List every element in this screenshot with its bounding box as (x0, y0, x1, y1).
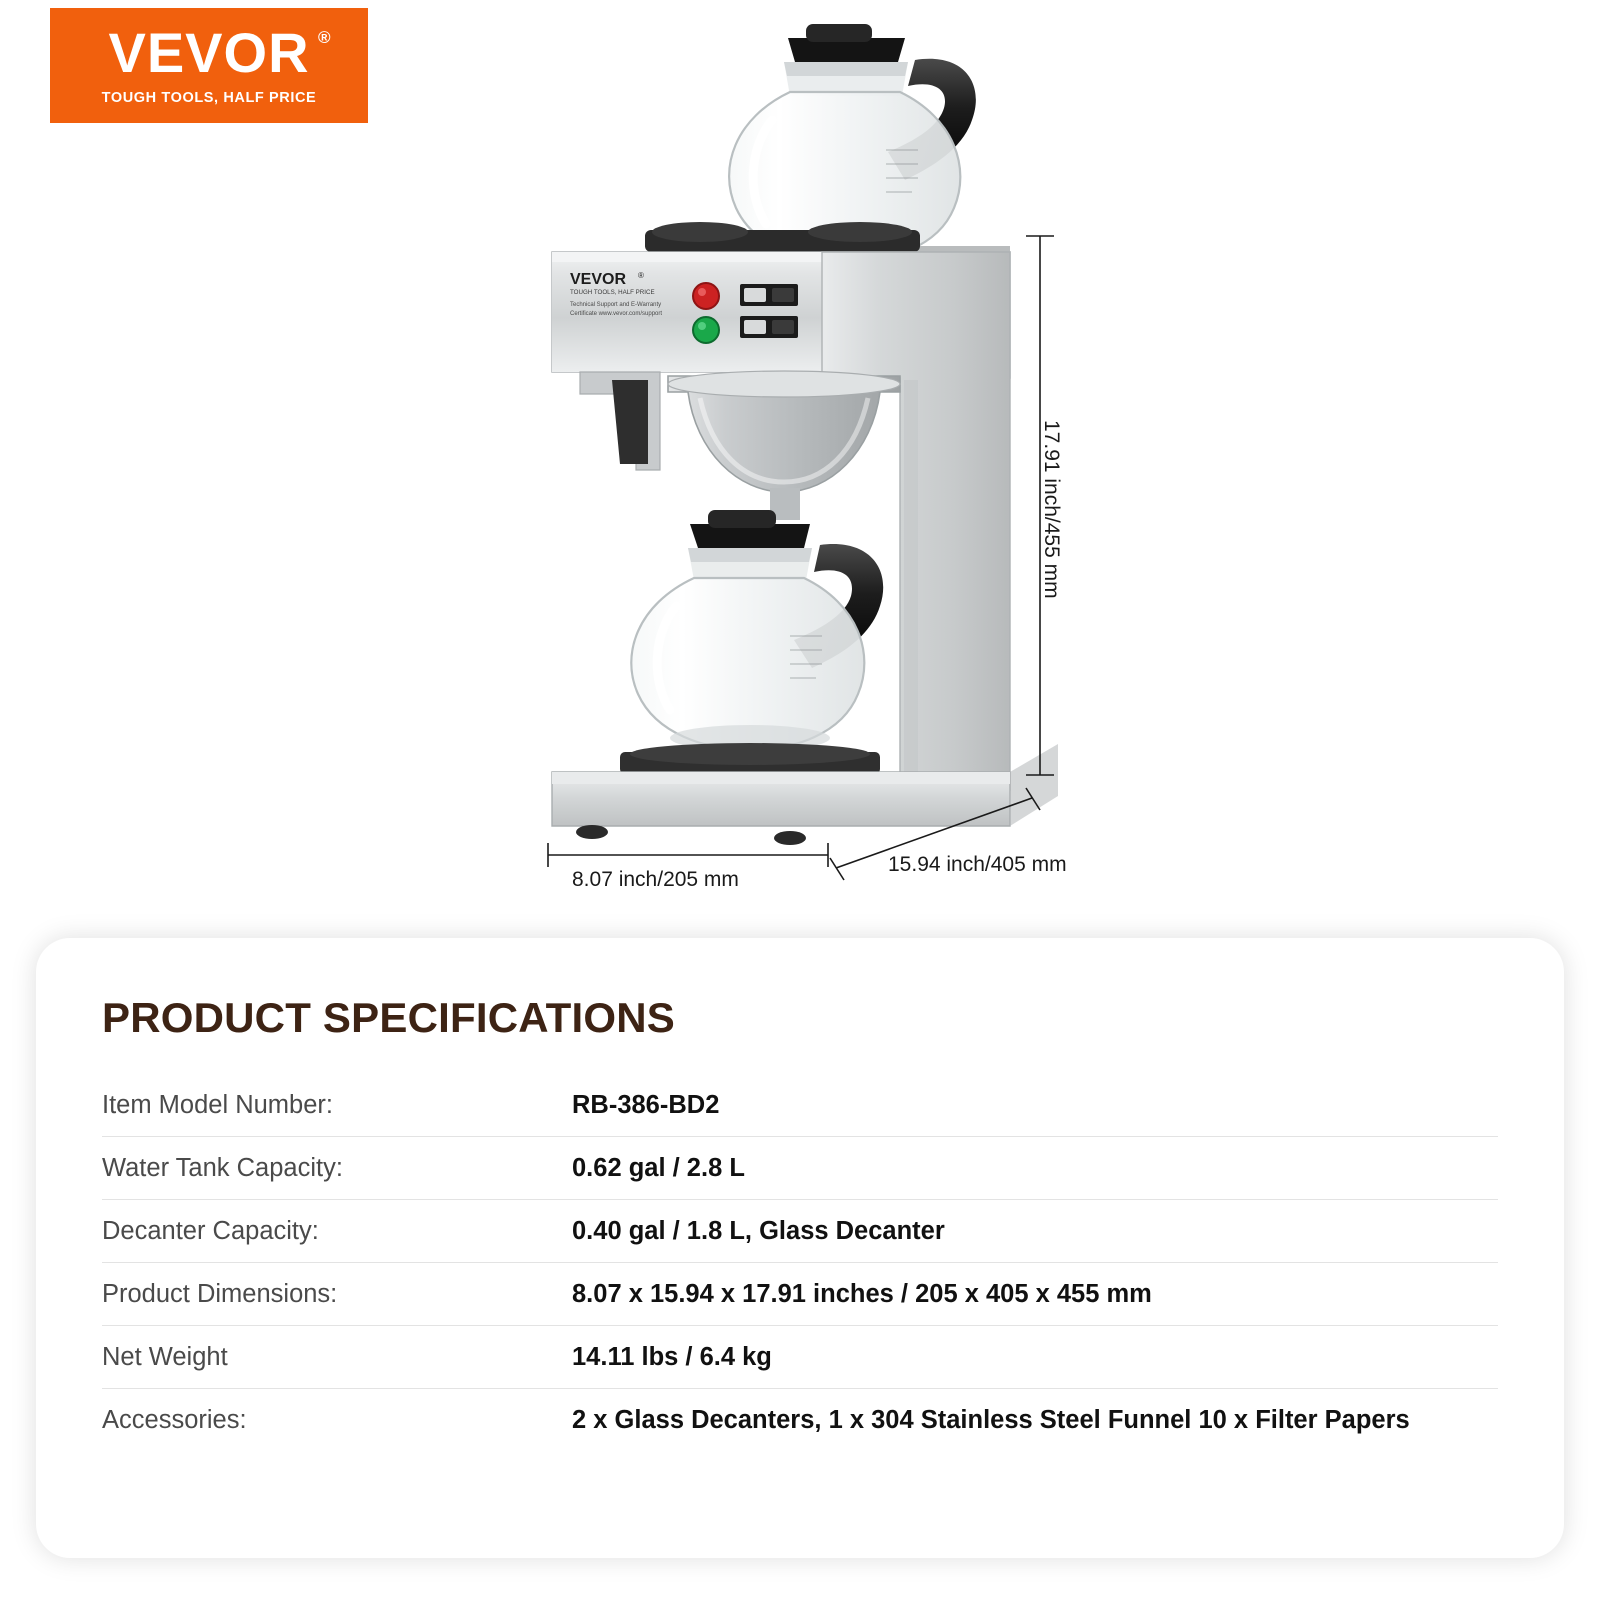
spec-key: Water Tank Capacity: (102, 1154, 343, 1182)
spec-key: Decanter Capacity: (102, 1217, 319, 1245)
bottom-decanter (631, 510, 883, 751)
svg-text:Technical Support and E-Warran: Technical Support and E-Warranty (570, 302, 662, 308)
brewer-body (552, 222, 1058, 845)
table-row (102, 1389, 1498, 1452)
spec-key: Product Dimensions: (102, 1280, 338, 1308)
power-indicator-icon (693, 283, 719, 309)
spec-value: 2 x Glass Decanters, 1 x 304 Stainless Steel Funnel 10 x Filter Papers (572, 1406, 1410, 1434)
spec-value: RB-386-BD2 (572, 1091, 720, 1119)
product-specifications-card (36, 938, 1564, 1558)
spec-key: Accessories: (102, 1406, 247, 1434)
spec-value: 0.62 gal / 2.8 L (572, 1154, 745, 1182)
table-row (102, 1200, 1498, 1263)
table-row (102, 1137, 1498, 1200)
page-title: PRODUCT SPECIFICATIONS (102, 994, 675, 1041)
brand-tagline: TOUGH TOOLS, HALF PRICE (101, 90, 317, 106)
brand-name-text: VEVOR (108, 21, 310, 84)
specifications-table (102, 1074, 1498, 1451)
svg-text:TOUGH TOOLS, HALF PRICE: TOUGH TOOLS, HALF PRICE (570, 289, 655, 296)
table-row (102, 1263, 1498, 1326)
spec-value: 0.40 gal / 1.8 L, Glass Decanter (572, 1217, 945, 1245)
brew-indicator-icon (693, 317, 719, 343)
svg-text:®: ® (638, 271, 644, 280)
svg-text:VEVOR: VEVOR (570, 271, 627, 288)
table-row (102, 1326, 1498, 1389)
registered-mark-icon: ® (318, 28, 332, 47)
spec-key: Item Model Number: (102, 1091, 333, 1119)
dimension-width-label: 8.07 inch/205 mm (572, 868, 739, 891)
dimension-depth-label: 15.94 inch/405 mm (888, 853, 1067, 876)
spec-value: 14.11 lbs / 6.4 kg (572, 1343, 772, 1371)
spec-value: 8.07 x 15.94 x 17.91 inches / 205 x 405 x 455 mm (572, 1280, 1152, 1308)
svg-text:Certificate www.vevor.com/supp: Certificate www.vevor.com/support (570, 311, 663, 317)
table-row (102, 1074, 1498, 1137)
spec-key: Net Weight (102, 1343, 228, 1371)
dimension-height-label: 17.91 inch/455 mm (1040, 420, 1063, 599)
